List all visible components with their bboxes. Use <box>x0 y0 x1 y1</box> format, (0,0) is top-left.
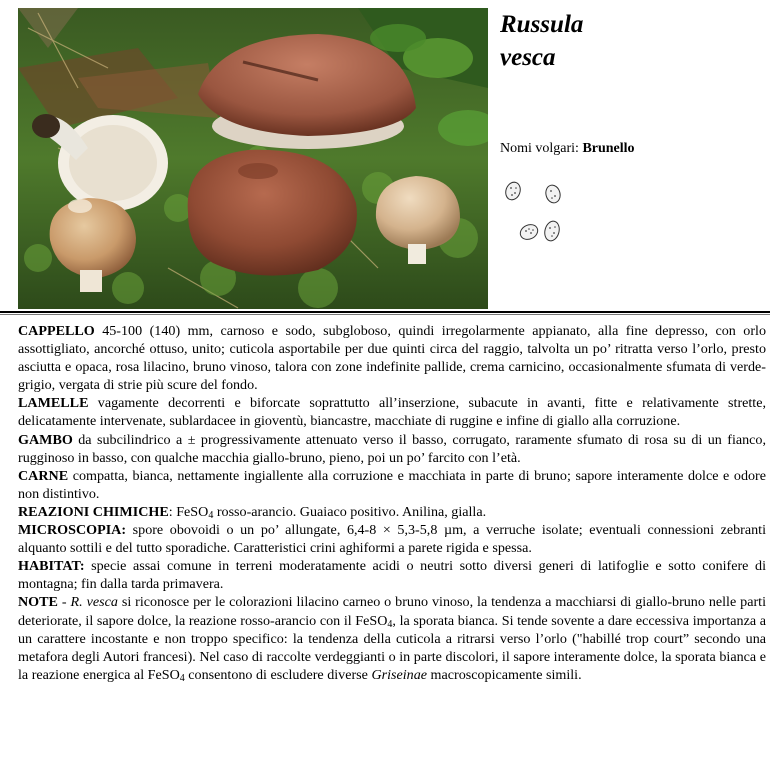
section-key: REAZIONI CHIMICHE <box>18 503 169 520</box>
section-text: consentono di escludere diverse <box>184 666 372 683</box>
section-text: : FeSO <box>168 503 209 520</box>
title-genus: Russula <box>500 11 584 38</box>
subscript: 4 <box>179 672 185 684</box>
section-microscopia <box>18 521 766 557</box>
section-text: spore obovoidi o un po’ allungate, 6,4-8 × 5,3-5,8 µm, a verruche isolate; eventuali connessioni zebranti alquanto sottili e del tutto sporadiche. Caratteristici crini aghiformi a parete rigida e spessa. <box>18 522 766 557</box>
section-key: NOTE <box>18 594 58 611</box>
section-text: 45-100 (140) mm, carnoso e sodo, subgloboso, quindi irregolarmente appianato, alla fine depresso, con orlo assottigliato, ancorché ottuso, unito; cuticola asportabile per due quinti circa del raggio, talvolta un po’ ritratta verso l’orlo, presto asciutta e opaca, rosa lilacino, bruno vinoso, talora con zone indefinite pallide, crema carnicino, occasionalmente sfumata di verde-grigio, vergata di strie più scure del fondo. <box>18 323 766 394</box>
section-key: LAMELLE <box>18 395 89 412</box>
section-key: GAMBO <box>18 431 73 448</box>
section-text: si riconosce per le colorazioni lilacino carneo o bruno vinoso, la tendenza a macchiarsi di giallo-bruno nelle parti deteriorate, il sapore dolce, la reazione rosso-arancio con il FeSO <box>18 594 766 629</box>
section-text: - <box>57 594 71 611</box>
section-text: macroscopicamente simili. <box>427 666 582 683</box>
section-lamelle <box>18 394 766 430</box>
section-text: rosso-arancio. Guaiaco positivo. Anilina, gialla. <box>213 503 487 520</box>
subscript: 4 <box>208 509 214 521</box>
section-text: vagamente decorrenti e biforcate soprattutto all’inserzione, subacute in avanti, fitte e relativamente strette, delicatamente intervenate, sublardacee in gioventù, biancastre, macchiate di ruggine e infine di giallo alla corruzione. <box>18 395 766 430</box>
divider-rule-thin <box>0 314 770 315</box>
section-text: compatta, bianca, nettamente ingiallente alla corruzione e macchiata in parte di bruno; sapore interamente dolce e odore non distintivo. <box>18 467 766 502</box>
species-title <box>500 8 583 74</box>
title-species: vesca <box>500 44 556 71</box>
section-key: MICROSCOPIA: <box>18 522 127 539</box>
common-name-label: Nomi volgari: <box>500 141 579 156</box>
section-key: CAPPELLO <box>18 323 95 339</box>
species-name: R. vesca <box>70 594 118 611</box>
section-cappello <box>18 322 766 394</box>
section-text: da subcilindrico a ± progressivamente attenuato verso il basso, corrugato, raramente sfumato di rosa su di un fianco, rugginoso in basso, con qualche macchia giallo-bruno, pieno, poi un po’ farcito con l’età. <box>18 431 766 466</box>
section-carne <box>18 467 766 503</box>
group-name: Griseinae <box>371 666 428 683</box>
common-name-value: Brunello <box>582 141 635 156</box>
subscript: 4 <box>387 618 393 630</box>
description-text <box>18 322 766 684</box>
section-text: , la sporata bianca. Si tende sovente a dare eccessiva importanza a un carattere incostante e non troppo specifico: la tendenza della cuticola a ritrarsi verso l’orlo ("habillé trop court” secondo una metafora degli Autori francesi). Nel caso di raccolte verdeggianti o in parte discolori, il sapore interamente dolce, la sporata bianca e la reazione energica al FeSO <box>18 612 766 683</box>
section-note <box>18 593 766 683</box>
section-habitat <box>18 557 766 593</box>
divider-rule <box>0 311 770 313</box>
section-key: HABITAT: <box>18 558 85 575</box>
common-name <box>500 141 635 157</box>
section-text: specie assai comune in terreni moderatamente acidi o neutri sotto diversi generi di latifoglie e sotto conifere di montagna; fin dalla tarda primavera. <box>18 558 766 593</box>
section-key: CARNE <box>18 467 69 484</box>
spore-sketches <box>500 176 575 246</box>
mushroom-photo <box>18 8 488 309</box>
section-reazioni <box>18 503 766 521</box>
section-gambo <box>18 431 766 467</box>
